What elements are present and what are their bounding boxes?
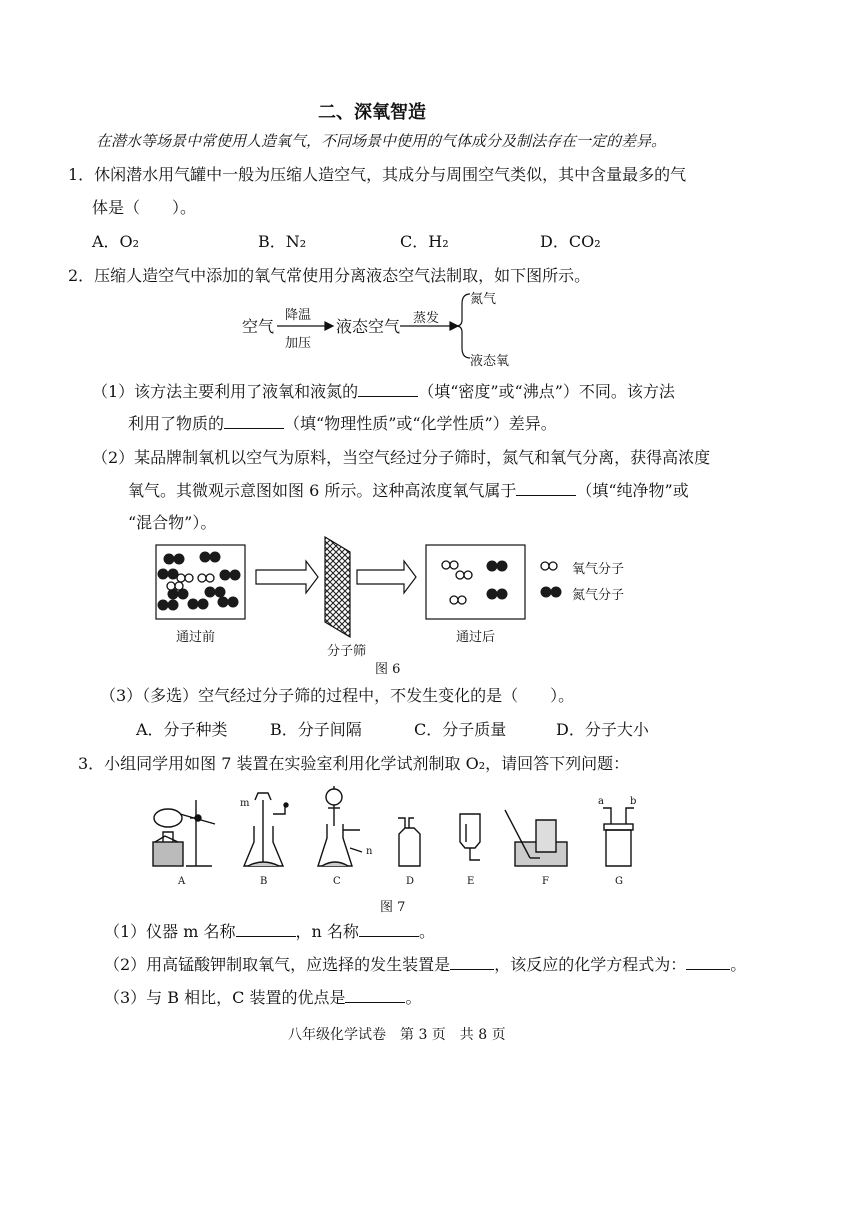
q2-p2-line3: “混合物”）。 xyxy=(128,513,217,532)
q2-p3-option-a[interactable]: A．分子种类 xyxy=(136,720,228,739)
q3-p2-blank-device[interactable] xyxy=(450,955,494,970)
q3-p1 xyxy=(104,922,435,942)
legend-oxygen-label: 氧气分子 xyxy=(572,562,625,577)
label-a-port: a xyxy=(598,796,604,807)
fig7-label-b: B xyxy=(260,876,268,887)
q1-line2: 体是（ ）。 xyxy=(92,198,197,217)
flow-air: 空气 xyxy=(242,317,275,336)
flow-liquid-air: 液态空气 xyxy=(336,317,401,336)
q3-p1-text-c: 。 xyxy=(418,922,435,941)
apparatus-c xyxy=(318,786,362,866)
q2-stem: 2．压缩人造空气中添加的氧气常使用分离液态空气法制取，如下图所示。 xyxy=(68,266,591,285)
q2-p2-text-a: 氧气。其微观示意图如图 6 所示。这种高浓度氧气属于 xyxy=(128,481,517,500)
q2-p3-option-c[interactable]: C．分子质量 xyxy=(414,720,507,739)
q2-p2-line1: （2）某品牌制氧机以空气为原料，当空气经过分子筛时，氮气和氧气分离，获得高浓度 xyxy=(92,448,711,467)
fig6-sieve-label: 分子筛 xyxy=(327,644,367,659)
q2-p2-line2 xyxy=(128,481,689,501)
q1-option-b[interactable]: B．N₂ xyxy=(258,232,307,251)
q2-p3-option-b[interactable]: B．分子间隔 xyxy=(270,720,362,739)
label-n: n xyxy=(366,846,373,857)
apparatus-f xyxy=(505,810,567,866)
fig7-label-f: F xyxy=(542,876,549,887)
q2-p1-text-c: 利用了物质的 xyxy=(128,414,225,433)
q2-p1-line2 xyxy=(128,414,557,434)
flow-out-nitrogen: 氮气 xyxy=(470,292,497,307)
q3-p1-blank-n[interactable] xyxy=(359,922,419,937)
q2-p3-option-d[interactable]: D．分子大小 xyxy=(556,720,649,739)
molecular-sieve xyxy=(325,537,350,637)
fig6-after-label: 通过后 xyxy=(456,630,496,645)
apparatus-e xyxy=(460,814,480,860)
q2-p1-text-d: （填“物理性质”或“化学性质”）差异。 xyxy=(284,414,557,433)
fig7-label-c: C xyxy=(333,876,341,887)
flow-out-liquid-oxygen: 液态氧 xyxy=(470,354,510,369)
q1-option-d[interactable]: D．CO₂ xyxy=(540,232,601,251)
section-intro: 在潜水等场景中常使用人造氧气，不同场景中使用的气体成分及制法存在一定的差异。 xyxy=(96,132,667,150)
fig7-label-g: G xyxy=(615,876,623,887)
q1-line1: 1．休闲潜水用气罐中一般为压缩人造空气，其成分与周围空气类似，其中含量最多的气 xyxy=(68,165,687,184)
q3-p2-text-a: （2）用高锰酸钾制取氧气，应选择的发生装置是 xyxy=(104,955,451,974)
fig7-label-e: E xyxy=(467,876,475,887)
section-title: 二、深氧智造 xyxy=(318,102,426,123)
apparatus-b xyxy=(244,793,288,866)
q3-p1-text-a: （1）仪器 m 名称 xyxy=(104,922,236,941)
q2-p2-blank[interactable] xyxy=(516,481,576,496)
q3-p3 xyxy=(104,988,421,1008)
q3-p3-text-b: 。 xyxy=(405,988,422,1007)
apparatus-a xyxy=(153,800,215,866)
fig6-caption: 图 6 xyxy=(375,662,401,677)
fig7-label-a: A xyxy=(178,876,186,887)
q2-p1-text-a: （1）该方法主要利用了液氧和液氮的 xyxy=(92,382,359,401)
flow-step1-bottom: 加压 xyxy=(285,336,312,351)
q2-p2-text-b: （填“纯净物”或 xyxy=(576,481,689,500)
q3-stem: 3．小组同学用如图 7 装置在实验室利用化学试剂制取 O₂，请回答下列问题： xyxy=(78,754,630,773)
legend-nitrogen-label: 氮气分子 xyxy=(572,588,625,603)
q2-p1-blank-2[interactable] xyxy=(224,414,284,429)
q2-p1-line1 xyxy=(92,382,675,402)
q2-p1-text-b: （填“密度”或“沸点”）不同。该方法 xyxy=(418,382,675,401)
q3-p3-blank[interactable] xyxy=(345,988,405,1003)
apparatus-g xyxy=(603,808,634,866)
flow-step1-top: 降温 xyxy=(285,308,312,323)
q3-p3-text-a: （3）与 B 相比，C 装置的优点是 xyxy=(104,988,346,1007)
arrow-right-1 xyxy=(256,561,318,593)
fig7-caption: 图 7 xyxy=(380,900,406,915)
label-m: m xyxy=(240,798,250,809)
q3-p2-blank-equation[interactable] xyxy=(686,955,730,970)
fig6-before-label: 通过前 xyxy=(176,630,216,645)
fig7-label-d: D xyxy=(406,876,415,887)
q3-p2-text-c: 。 xyxy=(730,955,747,974)
q2-p3-stem: （3）（多选）空气经过分子筛的过程中，不发生变化的是（ ）。 xyxy=(100,686,575,705)
before-box xyxy=(156,545,245,619)
flow-step2: 蒸发 xyxy=(413,311,440,326)
q3-p1-text-b: ，n 名称 xyxy=(295,922,359,941)
label-b-port: b xyxy=(630,796,637,807)
q1-option-c[interactable]: C．H₂ xyxy=(400,232,449,251)
page-footer: 八年级化学试卷 第 3 页 共 8 页 xyxy=(288,1027,506,1043)
after-box xyxy=(426,545,525,619)
arrow-right-2 xyxy=(357,561,416,593)
q1-option-a[interactable]: A．O₂ xyxy=(92,232,140,251)
q2-p1-blank-1[interactable] xyxy=(358,382,418,397)
q3-p2 xyxy=(104,955,746,975)
q3-p2-text-b: ，该反应的化学方程式为： xyxy=(494,955,687,974)
q3-p1-blank-m[interactable] xyxy=(236,922,296,937)
apparatus-d xyxy=(398,818,420,866)
